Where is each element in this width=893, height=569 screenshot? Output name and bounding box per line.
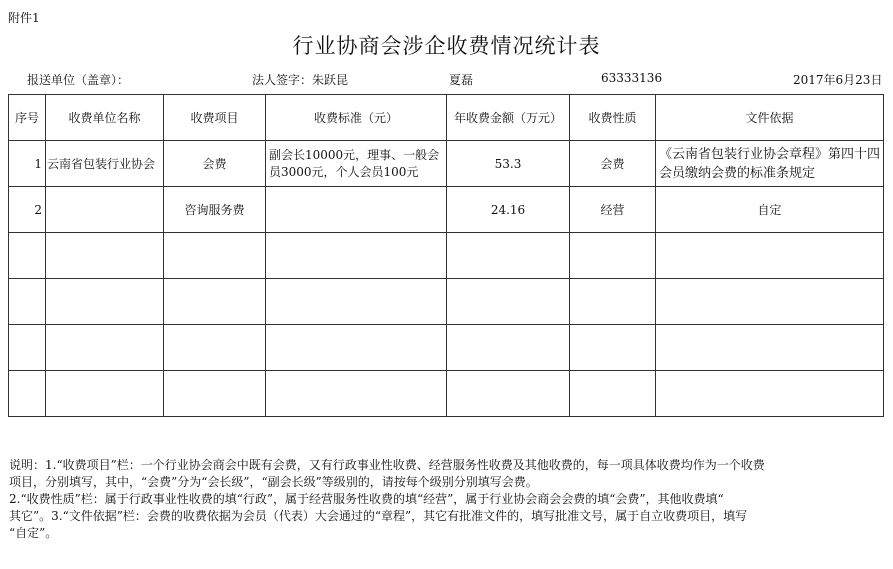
cell-unit-name xyxy=(46,371,164,417)
cell-annual-amount xyxy=(447,233,570,279)
cell-unit-name xyxy=(46,187,164,233)
col-header-fee-nature: 收费性质 xyxy=(570,95,656,141)
cell-fee-standard xyxy=(266,279,447,325)
attachment-label: 附件1 xyxy=(8,11,40,25)
cell-seq: 1 xyxy=(9,141,46,187)
cell-fee-nature xyxy=(570,371,656,417)
col-header-fee-standard: 收费标准（元） xyxy=(266,95,447,141)
reporting-unit-label: 报送单位（盖章）： xyxy=(27,73,130,87)
col-header-fee-item: 收费项目 xyxy=(164,95,266,141)
note-line: 项目，分别填写，其中，“会费”分为“会长级”，“副会长级”等级别的，请按每个级别分别填写会费。 xyxy=(9,475,538,489)
col-header-annual-amount: 年收费金额（万元） xyxy=(447,95,570,141)
col-header-document-basis: 文件依据 xyxy=(656,95,884,141)
cell-document-basis xyxy=(656,371,884,417)
cell-unit-name: 云南省包装行业协会 xyxy=(46,141,164,187)
table-header-row xyxy=(9,95,884,141)
cell-fee-item xyxy=(164,371,266,417)
cell-fee-item xyxy=(164,279,266,325)
report-date: 2017年6月23日 xyxy=(793,73,883,87)
cell-fee-nature xyxy=(570,325,656,371)
cell-seq xyxy=(9,233,46,279)
contact-phone: 63333136 xyxy=(601,71,663,85)
note-line: 说明：1.“收费项目”栏：一个行业协会商会中既有会费，又有行政事业性收费、经营服务性收费及其他收费的，每一项具体收费均作为一个收费 xyxy=(9,458,765,472)
legal-representative: 法人签字：朱跃昆 xyxy=(252,73,349,87)
cell-fee-standard xyxy=(266,233,447,279)
cell-unit-name xyxy=(46,325,164,371)
cell-fee-item xyxy=(164,325,266,371)
cell-document-basis: 自定 xyxy=(656,187,884,233)
contact-person: 夏磊 xyxy=(449,73,474,87)
table-row xyxy=(9,141,884,187)
table-row xyxy=(9,233,884,279)
cell-annual-amount: 24.16 xyxy=(447,187,570,233)
fee-statistics-table xyxy=(8,94,884,417)
cell-fee-standard: 副会长10000元，理事、一般会员3000元，个人会员100元 xyxy=(266,141,447,187)
cell-fee-nature xyxy=(570,279,656,325)
cell-annual-amount: 53.3 xyxy=(447,141,570,187)
cell-seq: 2 xyxy=(9,187,46,233)
cell-annual-amount xyxy=(447,371,570,417)
table-row xyxy=(9,325,884,371)
note-line: 2.“收费性质”栏：属于行政事业性收费的填“行政”，属于经营服务性收费的填“经营”，属于行业协会商会会费的填“会费”，其他收费填“ xyxy=(9,492,724,506)
cell-document-basis xyxy=(656,325,884,371)
cell-annual-amount xyxy=(447,279,570,325)
cell-fee-item xyxy=(164,233,266,279)
col-header-unit-name: 收费单位名称 xyxy=(46,95,164,141)
cell-unit-name xyxy=(46,233,164,279)
cell-fee-nature xyxy=(570,233,656,279)
table-row xyxy=(9,187,884,233)
cell-fee-nature: 会费 xyxy=(570,141,656,187)
cell-fee-item: 咨询服务费 xyxy=(164,187,266,233)
cell-seq xyxy=(9,325,46,371)
cell-fee-standard xyxy=(266,371,447,417)
cell-unit-name xyxy=(46,279,164,325)
note-line: “自定”。 xyxy=(9,526,58,540)
cell-seq xyxy=(9,371,46,417)
cell-document-basis: 《云南省包装行业协会章程》第四十四会员缴纳会费的标准条规定 xyxy=(656,141,884,187)
cell-fee-nature: 经营 xyxy=(570,187,656,233)
cell-seq xyxy=(9,279,46,325)
cell-fee-item: 会费 xyxy=(164,141,266,187)
cell-document-basis xyxy=(656,279,884,325)
note-line: 其它”。3.“文件依据”栏：会费的收费依据为会员（代表）大会通过的“章程”，其它有批准文件的，填写批准文号，属于自立收费项目，填写 xyxy=(9,509,748,523)
col-header-seq: 序号 xyxy=(9,95,46,141)
cell-annual-amount xyxy=(447,325,570,371)
cell-document-basis xyxy=(656,233,884,279)
notes-section xyxy=(9,457,884,542)
table-row xyxy=(9,279,884,325)
cell-fee-standard xyxy=(266,325,447,371)
table-row xyxy=(9,371,884,417)
cell-fee-standard xyxy=(266,187,447,233)
page-title: 行业协商会涉企收费情况统计表 xyxy=(292,34,601,58)
